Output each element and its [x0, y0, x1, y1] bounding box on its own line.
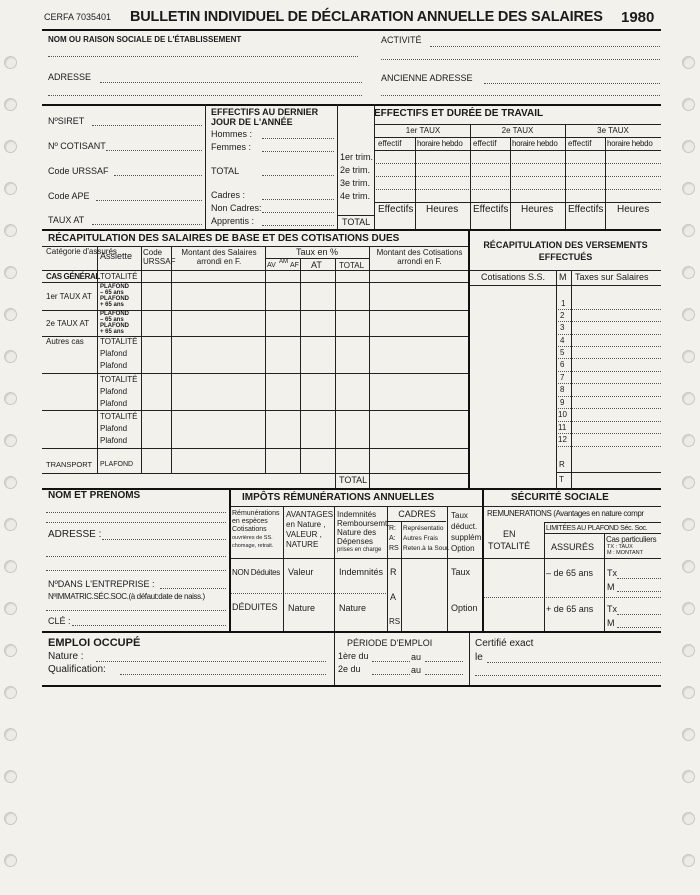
urssaf-field[interactable]: [114, 175, 202, 176]
form-label: Catégorie d'assurés: [46, 247, 117, 256]
form-label: au: [411, 665, 422, 675]
form-label: 6: [560, 360, 565, 369]
form-label: Autres cas: [46, 337, 84, 346]
form-label: M: [607, 582, 615, 592]
form-label: Indemnités Remboursemt. Nature des Dépenses prises en charge: [337, 510, 390, 553]
nom-etablissement-field[interactable]: [48, 56, 358, 57]
label-ape: Code APE: [48, 191, 90, 201]
ape-field[interactable]: [96, 200, 202, 201]
form-label: ADRESSE :: [48, 529, 102, 540]
form-label: T: [559, 475, 564, 484]
form-label: Taux: [451, 567, 471, 577]
form-label: EN: [503, 529, 516, 539]
form-label: 1er trim.: [340, 152, 374, 162]
form-label: NºIMMATRIC.SÉC.SOC.(à défaut:date de naiss.): [48, 592, 205, 601]
form-label: Option: [451, 603, 478, 613]
certifie-date-field[interactable]: [487, 662, 661, 663]
periode2-au-field[interactable]: [425, 674, 463, 675]
label-ancienne-adresse: ANCIENNE ADRESSE: [381, 73, 473, 83]
immatriculation-field[interactable]: [46, 610, 226, 611]
cadres-field[interactable]: [262, 199, 334, 200]
form-label: TOTAL: [342, 217, 371, 227]
form-label: Plafond: [100, 436, 128, 445]
form-label: Taxes sur Salaires: [575, 272, 649, 282]
form-label: IMPÔTS RÉMUNÉRATIONS ANNUELLES: [242, 492, 435, 503]
form-label: Cadres :: [211, 190, 246, 200]
form-label: TOTAL: [339, 475, 368, 485]
form-label: 5: [560, 348, 565, 357]
femmes-field[interactable]: [262, 151, 334, 152]
hommes-field[interactable]: [262, 138, 334, 139]
form-label: M: [607, 618, 615, 628]
form-label: Valeur: [288, 567, 314, 577]
form-label: 3: [560, 323, 565, 332]
periode2-du-field[interactable]: [372, 674, 410, 675]
form-label: Heures: [426, 204, 459, 215]
form-label: Femmes :: [211, 142, 252, 152]
form-label: R: A: RS: [389, 525, 399, 552]
nom-prenoms-field[interactable]: [46, 512, 226, 513]
qualification-field[interactable]: [120, 674, 326, 675]
form-label: Nature: [339, 603, 367, 613]
form-label: M : MONTANT: [607, 550, 643, 556]
form-label: 4e trim.: [340, 191, 371, 201]
form-label: DÉDUITES: [232, 602, 278, 612]
taux-at-field[interactable]: [92, 224, 202, 225]
form-label: Montant des Cotisations arrondi en F.: [376, 248, 463, 266]
apprentis-field[interactable]: [262, 225, 334, 226]
form-label: 1er TAUX AT: [46, 292, 92, 301]
form-label: NOM ET PRÉNOMS: [48, 490, 141, 501]
label-siret: NºSIRET: [48, 116, 85, 126]
form-label: Rémunérations en espèces Cotisations ouvrières de SS. chomage, retrait.: [232, 510, 280, 549]
form-label: JOUR DE L'ANNÉE: [211, 117, 293, 127]
form-label: effectif: [473, 139, 497, 148]
emploi-nature-field[interactable]: [96, 661, 326, 662]
form-label: Non Cadres:: [211, 203, 262, 213]
form-label: 11: [558, 423, 567, 432]
form-label: CAS GÉNÉRAL: [46, 272, 100, 281]
form-label: horaire hebdo: [607, 139, 653, 148]
form-label: 4: [560, 336, 565, 345]
form-label: A: [390, 592, 397, 602]
form-label: 2e TAUX AT: [46, 319, 90, 328]
form-year: 1980: [621, 9, 655, 26]
form-label: LIMITÉES AU PLAFOND Séc. Soc.: [546, 525, 648, 532]
salarie-adresse-field[interactable]: [102, 539, 226, 540]
form-label: TRANSPORT: [46, 460, 93, 469]
form-label: AM: [279, 259, 288, 265]
form-label: 2e du: [338, 664, 361, 674]
form-label: RÉCAPITULATION DES VERSEMENTS: [483, 240, 648, 250]
form-label: PLAFOND – 65 ans PLAFOND + 65 ans: [100, 284, 129, 308]
form-label: CADRES: [398, 509, 436, 519]
total-effectifs-field[interactable]: [262, 175, 334, 176]
form-label: 9: [560, 398, 565, 407]
form-label: Cas particuliers: [606, 535, 657, 544]
form-label: Qualification:: [48, 664, 106, 675]
form-label: le: [475, 652, 483, 663]
form-label: TOTALITÉ: [100, 375, 138, 384]
form-label: Code URSSAF: [143, 248, 176, 266]
form-label: Assiette: [100, 251, 133, 261]
form-label: TX : TAUX: [607, 544, 633, 550]
adresse-field[interactable]: [100, 82, 362, 83]
form-label: TOTALITÉ: [488, 541, 531, 551]
form-label: 12: [558, 435, 567, 444]
siret-field[interactable]: [92, 125, 202, 126]
noncadres-field[interactable]: [262, 212, 334, 213]
form-label: TOTALITÉ: [100, 337, 138, 346]
form-label: 1ère du: [338, 651, 369, 661]
form-label: NºDANS L'ENTREPRISE :: [48, 579, 155, 589]
signature-field[interactable]: [475, 675, 661, 676]
cle-field[interactable]: [72, 625, 226, 626]
form-label: Représentatio Autres Frais Reten.à la Sour.: [403, 525, 450, 552]
form-label: Nature: [288, 603, 316, 613]
form-label: Effectifs: [568, 204, 604, 215]
form-label: 8: [560, 385, 565, 394]
form-label: Plafond: [100, 361, 128, 370]
form-label: 3e TAUX: [597, 126, 629, 135]
label-taux-at: TAUX AT: [48, 215, 85, 225]
form-label: Plafond: [100, 387, 128, 396]
form-label: PLAFOND – 65 ans PLAFOND + 65 ans: [100, 311, 129, 335]
form-label: RÉCAPITULATION DES SALAIRES DE BASE ET DES COTISATIONS DUES: [48, 233, 400, 244]
form-label: – de 65 ans: [546, 568, 594, 578]
form-label: Heures: [617, 204, 650, 215]
label-cotisant: Nº COTISANT: [48, 141, 106, 151]
form-label: ASSURÉS: [551, 542, 595, 552]
form-label: Nature :: [48, 651, 84, 662]
form-label: Indemnités: [339, 567, 384, 577]
form-label: Effectifs: [473, 204, 509, 215]
form-label: Plafond: [100, 349, 128, 358]
form-label: 1er TAUX: [405, 126, 441, 135]
label-adresse: ADRESSE: [48, 72, 92, 82]
ancienne-adresse-field[interactable]: [484, 83, 660, 84]
form-label: AF: [290, 262, 299, 269]
form-label: effectif: [378, 139, 402, 148]
form-label: au: [411, 652, 422, 662]
form-label: TOTALITÉ: [100, 412, 138, 421]
form-label: Heures: [521, 204, 554, 215]
form-label: 2e trim.: [340, 165, 371, 175]
form-label: 7: [560, 373, 565, 382]
label-urssaf: Code URSSAF: [48, 166, 109, 176]
form-code: CERFA 7035401: [44, 12, 112, 22]
form-label: AVANTAGES en Nature , VALEUR , NATURE: [286, 510, 334, 549]
form-label: EMPLOI OCCUPÉ: [48, 637, 141, 649]
label-activite: ACTIVITÉ: [381, 35, 422, 45]
form-label: 1: [561, 299, 566, 308]
form-label: PÉRIODE D'EMPLOI: [347, 638, 433, 648]
form-label: Hommes :: [211, 129, 253, 139]
form-label: TOTALITÉ: [100, 272, 138, 281]
form-label: horaire hebdo: [417, 139, 463, 148]
form-title: BULLETIN INDIVIDUEL DE DÉCLARATION ANNUELLE DES SALAIRES: [130, 9, 603, 25]
form-label: Certifié exact: [475, 638, 534, 649]
form-label: effectif: [568, 139, 592, 148]
form-label: Effectifs: [378, 204, 414, 215]
form-label: EFFECTIFS AU DERNIER: [211, 107, 319, 117]
form-label: RS: [389, 617, 401, 626]
form-label: R: [559, 460, 565, 469]
form-label: Plafond: [100, 399, 128, 408]
form-label: NON Déduites: [232, 568, 280, 577]
form-label: Cotisations S.S.: [481, 272, 546, 282]
label-nom-etablissement: NOM OU RAISON SOCIALE DE L'ÉTABLISSEMENT: [48, 35, 242, 44]
form-label: EFFECTIFS ET DURÉE DE TRAVAIL: [374, 108, 544, 119]
form-label: M: [559, 272, 567, 282]
form-label: 10: [558, 410, 567, 419]
activite-field[interactable]: [430, 46, 660, 47]
form-label: Plafond: [100, 424, 128, 433]
cotisant-field[interactable]: [106, 150, 202, 151]
periode1-au-field[interactable]: [425, 661, 463, 662]
form-label: Montant des Salaires arrondi en F.: [181, 248, 257, 266]
form-label: AT: [311, 260, 322, 270]
form-label: horaire hebdo: [512, 139, 558, 148]
form-label: EFFECTUÉS: [538, 252, 593, 262]
form-label: + de 65 ans: [546, 604, 594, 614]
form-label: 3e trim.: [340, 178, 371, 188]
form-label: Taux en %: [295, 247, 339, 257]
num-entreprise-field[interactable]: [160, 588, 226, 589]
form-label: Taux déduct. supplém. Option: [451, 511, 484, 553]
form-label: Tx: [607, 604, 617, 614]
form-label: 2: [560, 311, 565, 320]
form-label: 2e TAUX: [501, 126, 534, 135]
form-label: Apprentis :: [211, 216, 255, 226]
form-label: RÉMUNÉRATIONS (Avantages en nature compr: [487, 510, 644, 518]
form-label: PLAFOND: [100, 461, 134, 468]
form-label: CLÉ :: [48, 616, 71, 626]
form-label: AV: [267, 262, 276, 269]
form-label: R: [390, 567, 397, 577]
form-label: SÉCURITÉ SOCIALE: [511, 492, 609, 503]
periode1-du-field[interactable]: [372, 661, 410, 662]
form-label: TOTAL: [339, 261, 365, 270]
form-label: Tx: [607, 568, 617, 578]
form-label: TOTAL: [211, 166, 240, 176]
